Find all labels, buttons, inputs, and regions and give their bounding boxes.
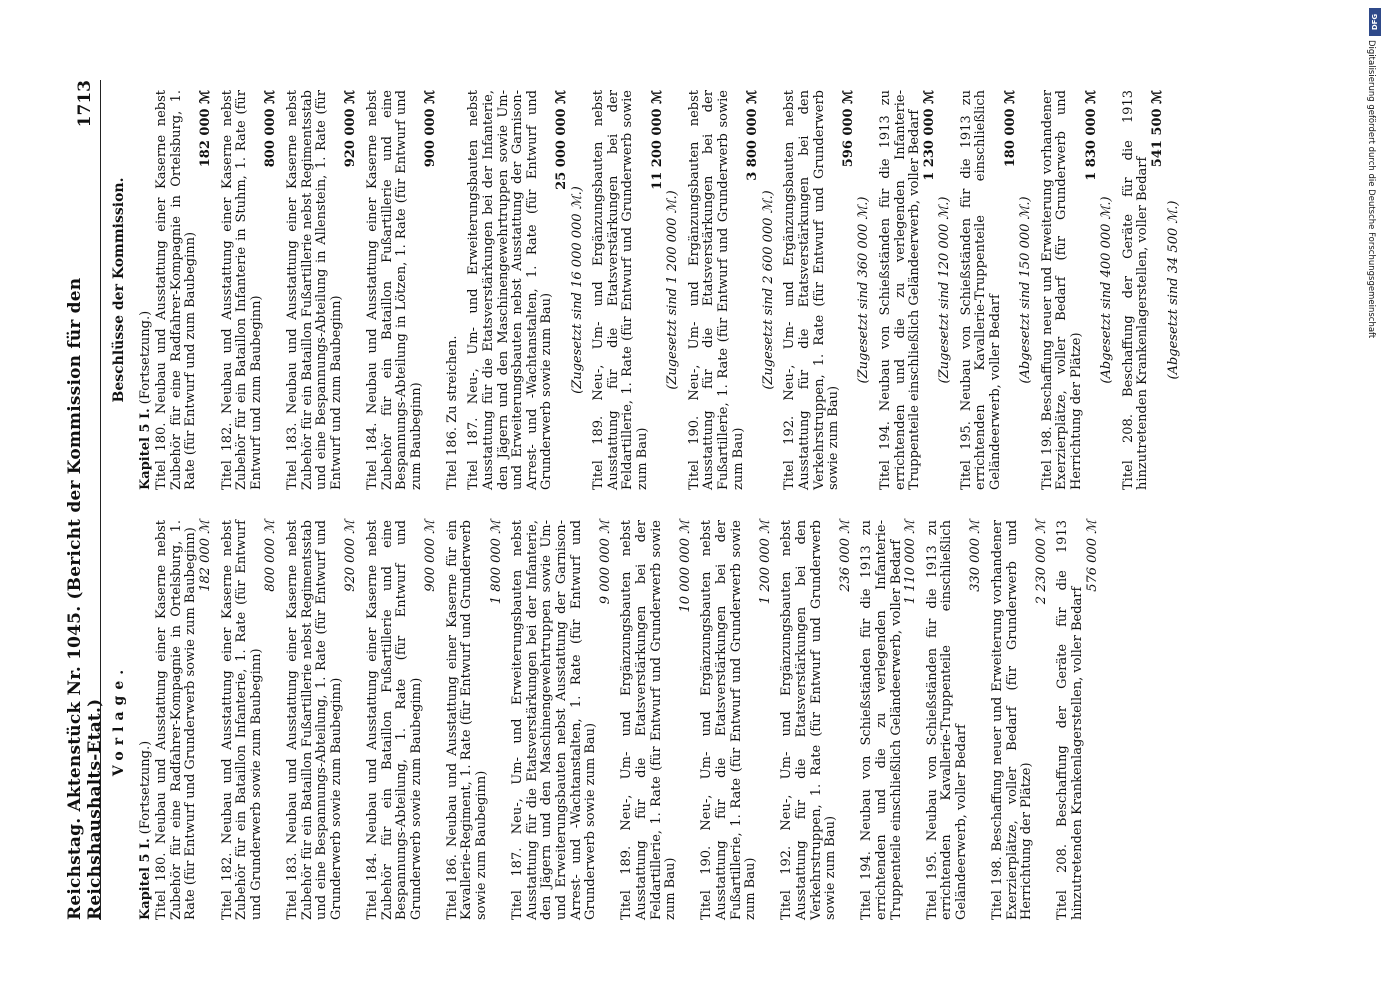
entry-text: Titel 187. Neu-, Um- und Erweiterungsbauten nebst Ausstattung für die Etatsverstärkungen bei der Infanterie, den Jägern und den Maschinengewehrtruppen sowie Um- und Erweiterungsbauten nebst Ausstattung der Garnison-Arrest- und -Wachtanstalten, 1. Rate (für Entwurf und Grunderwerb sowie zum Bau) — [510, 520, 599, 920]
entry-text: Titel 189. Neu-, Um- und Ergänzungsbauten nebst Ausstattung für die Etatsverstärkungen bei der Feldartillerie, 1. Rate (für Entwurf und Grunderwerb sowie zum Bau) — [591, 90, 650, 490]
kapitel-label: Kapitel 5 I. — [137, 838, 153, 920]
entry-note: (Zugesetzt sind 360 000 ℳ.) — [856, 196, 872, 384]
budget-entry — [620, 520, 693, 920]
entry-amount: 9 000 000 ℳ — [597, 520, 613, 605]
entry-text: Titel 180. Neubau und Ausstattung einer Kaserne nebst Zubehör für eine Radfahrer-Kompagnie in Ortelsburg, 1. Rate (für Entwurf und Grunderwerb sowie zum Baubeginn) — [154, 520, 199, 920]
entry-text: Titel 208. Beschaffung der Geräte für die 1913 hinzutretenden Krankenlagerstellen, voller Bedarf — [1120, 90, 1151, 490]
entry-amount: 236 000 ℳ — [837, 520, 853, 592]
entry-text: Titel 186. Zu streichen. — [444, 335, 460, 490]
entry-text: Titel 208. Beschaffung der Geräte für die 1913 hinzutretenden Krankenlagerstellen, voller Bedarf — [1055, 520, 1086, 920]
entry-text: Titel 183. Neubau und Ausstattung einer Kaserne nebst Zubehör für ein Bataillon Fußartillerie nebst Regimentsstab und eine Bespannungs-Abteilung, 1. Rate (für Entwurf und Grunderwerb sowie zum Baubeginn) — [284, 520, 344, 920]
budget-entry — [286, 90, 359, 490]
entry-amount: 182 000 ℳ — [197, 520, 213, 592]
entry-text: Titel 182. Neubau und Ausstattung einer Kaserne nebst Zubehör für ein Bataillon Infanterie in Stuhm, 1. Rate (für Entwurf und zum Baubeginn) — [219, 90, 264, 490]
entry-amount: 1 830 000 ℳ — [1083, 90, 1099, 181]
entry-text: Titel 187. Neu-, Um- und Erweiterungsbauten nebst Ausstattung für die Etatsverstärkungen bei der Infanterie, den Jägern und den Maschinengewehrtruppen sowie Um- und Erweiterungsbauten nebst Ausstattung der Garnison-Arrest- und -Wachtanstalten, 1. Rate (für Entwurf und Grunderwerb sowie zum Bau) — [466, 90, 555, 490]
budget-entry — [960, 90, 1034, 490]
entry-text: Titel 183. Neubau und Ausstattung einer Kaserne nebst Zubehör für ein Bataillon Fußartillerie nebst Regimentsstab und eine Bespannungs-Abteilung in Allenstein, 1. Rate (für Entwurf und zum Baubeginn) — [284, 90, 344, 490]
entry-amount: 576 000 ℳ — [1084, 520, 1100, 592]
page-title: Reichstag. Aktenstück Nr. 1045. (Bericht der Kommission für den Reichshaushalts-Etat.) — [65, 277, 105, 920]
entry-list — [155, 520, 1100, 920]
budget-entry — [926, 520, 984, 920]
budget-entry — [860, 520, 918, 920]
entry-note: (Abgesetzt sind 400 000 ℳ.) — [1099, 196, 1115, 384]
entry-text: Titel 180. Neubau und Ausstattung einer Kaserne nebst Zubehör für eine Radfahrer-Kompagnie in Ortelsburg, 1. Rate (für Entwurf und zum Baubeginn) — [154, 90, 199, 490]
entry-text: Titel 198. Beschaffung neuer und Erweiterung vorhandener Exerzierplätze, voller Bedarf (für Grunderwerb und Herrichtung der Plätze) — [990, 520, 1035, 920]
entry-amount: 800 000 ℳ — [263, 520, 279, 592]
entry-amount: 1 800 000 ℳ — [488, 520, 504, 605]
entry-amount: 1 230 000 ℳ — [921, 90, 937, 181]
budget-entry — [446, 520, 504, 920]
budget-entry — [879, 90, 953, 490]
entry-amount: 3 800 000 ℳ — [745, 90, 761, 181]
continued-label: (Fortsetzung.) — [137, 740, 153, 835]
budget-entry — [286, 520, 359, 920]
entry-amount: 10 000 000 ℳ — [677, 520, 693, 613]
entry-note: (Abgesetzt sind 150 000 ℳ.) — [1018, 196, 1034, 384]
budget-entry — [221, 520, 279, 920]
entry-text: Titel 184. Neubau und Ausstattung einer Kaserne nebst Zubehör für ein Bataillon Fußartillerie und eine Bespannungs-Abteilung, 1. Rate (für Entwurf und Grunderwerb sowie zum Baubeginn) — [364, 520, 424, 920]
entry-amount: 330 000 ℳ — [968, 520, 984, 592]
budget-entry — [688, 90, 777, 490]
budget-entry — [366, 520, 439, 920]
entry-amount: 1 200 000 ℳ — [757, 520, 773, 605]
entry-text: Titel 192. Neu-, Um- und Ergänzungsbauten nebst Ausstattung für die Etatsverstärkungen bei den Verkehrstruppen, 1. Rate (für Entwurf und Grunderwerb sowie zum Bau) — [779, 520, 839, 920]
entry-text: Titel 194. Neubau von Schießständen für die 1913 zu errichtenden und die zu verlegenden Infanterie-Truppenteile einschließlich Geländeerwerb, voller Bedarf — [859, 520, 904, 920]
column-beschluesse — [111, 90, 1181, 490]
entry-amount: 182 000 ℳ — [197, 90, 213, 168]
entry-note: (Zugesetzt sind 16 000 000 ℳ.) — [569, 186, 585, 394]
budget-entry — [221, 90, 279, 490]
budget-entry — [155, 90, 213, 490]
budget-entry — [155, 520, 213, 920]
dfg-logo — [1369, 8, 1381, 36]
budget-entry — [1041, 90, 1115, 490]
page-number: 1713 — [75, 80, 95, 128]
budget-entry — [991, 520, 1049, 920]
entry-text: Titel 189. Neu-, Um- und Ergänzungsbauten nebst Ausstattung für die Etatsverstärkungen bei der Feldartillerie, 1. Rate (für Entwurf und Grunderwerb sowie zum Bau) — [619, 520, 679, 920]
column-heading: Beschlüsse der Kommission. — [111, 177, 127, 403]
entry-text: Titel 195. Neubau von Schießständen für die 1913 zu errichtenden Kavallerie-Truppenteile einschließlich Geländeerwerb, voller Bedarf — [958, 90, 1004, 490]
kapitel-line — [139, 520, 154, 920]
entry-text: Titel 182. Neubau und Ausstattung einer Kaserne nebst Zubehör für ein Bataillon Infanterie, 1. Rate (für Entwurf und Grunderwerb sowie zum Baubeginn) — [219, 520, 264, 920]
kapitel-line — [139, 90, 154, 490]
entry-amount: 900 000 ℳ — [423, 520, 439, 592]
dfg-logo-text: DFG — [1371, 13, 1379, 31]
entry-amount: 541 500 ℳ — [1150, 90, 1165, 168]
entry-text: Titel 190. Neu-, Um- und Ergänzungsbauten nebst Ausstattung für die Etatsverstärkungen bei der Fußartillerie, 1. Rate (für Entwurf und Grunderwerb sowie zum Bau) — [686, 90, 746, 490]
entry-note: (Zugesetzt sind 2 600 000 ℳ.) — [760, 190, 776, 390]
digitization-notice: Digitalisierung gefördert durch die Deutsche Forschungsgemeinschaft — [1366, 40, 1376, 339]
budget-entry — [592, 90, 681, 490]
budget-entry — [700, 520, 773, 920]
entry-amount: 2 230 000 ℳ — [1033, 520, 1049, 605]
entry-amount: 1 110 000 ℳ — [903, 520, 919, 605]
entry-text: Titel 186. Neubau und Ausstattung einer Kaserne für ein Kavallerie-Regiment, 1. Rate (für Entwurf und Grunderwerb sowie zum Baubeginn) — [444, 520, 490, 920]
budget-entry — [446, 90, 461, 490]
kapitel-label: Kapitel 5 I. — [137, 408, 153, 490]
budget-entry — [1122, 90, 1181, 490]
entry-note: (Zugesetzt sind 120 000 ℳ.) — [937, 196, 953, 384]
entry-amount: 11 200 000 ℳ — [649, 90, 665, 190]
column-heading: Vorlage. — [111, 663, 127, 777]
entry-list — [155, 90, 1181, 490]
entry-amount: 25 000 000 ℳ — [554, 90, 570, 190]
entry-note: (Zugesetzt sind 1 200 000 ℳ.) — [665, 190, 681, 390]
document-page — [65, 80, 1181, 920]
entry-text: Titel 184. Neubau und Ausstattung einer Kaserne nebst Zubehör für ein Bataillon Fußartillerie und eine Bespannungs-Abteilung in Lötzen, 1. Rate (für Entwurf und zum Baubeginn) — [364, 90, 424, 490]
entry-amount: 596 000 ℳ — [840, 90, 856, 168]
entry-amount: 180 000 ℳ — [1002, 90, 1018, 168]
continued-label: (Fortsetzung.) — [137, 310, 153, 405]
entry-amount: 920 000 ℳ — [343, 520, 359, 592]
entry-amount: 900 000 ℳ — [423, 90, 439, 168]
entry-text: Titel 195. Neubau von Schießständen für die 1913 zu errichtenden Kavallerie-Truppenteile einschließlich Geländeerwerb, voller Bedarf — [924, 520, 969, 920]
entry-amount: 800 000 ℳ — [263, 90, 279, 168]
budget-entry — [780, 520, 853, 920]
budget-entry — [467, 90, 585, 490]
column-vorlage — [111, 520, 1100, 920]
entry-note: (Abgesetzt sind 34 500 ℳ.) — [1165, 200, 1181, 380]
budget-entry — [1056, 520, 1100, 920]
entry-text: Titel 190. Neu-, Um- und Ergänzungsbauten nebst Ausstattung für die Etatsverstärkungen bei der Fußartillerie, 1. Rate (für Entwurf und Grunderwerb sowie zum Bau) — [699, 520, 759, 920]
budget-entry — [366, 90, 439, 490]
entry-text: Titel 194. Neubau von Schießständen für die 1913 zu errichtenden und die zu verlegenden Infanterie-Truppenteile einschließlich Geländeerwerb, voller Bedarf — [877, 90, 923, 490]
entry-amount: 920 000 ℳ — [343, 90, 359, 168]
budget-entry — [783, 90, 872, 490]
page-header — [65, 80, 105, 920]
budget-entry — [511, 520, 613, 920]
entry-text: Titel 192. Neu-, Um- und Ergänzungsbauten nebst Ausstattung für die Etatsverstärkungen bei den Verkehrstruppen, 1. Rate (für Entwurf und Grunderwerb sowie zum Bau) — [782, 90, 842, 490]
entry-text: Titel 198. Beschaffung neuer und Erweiterung vorhandener Exerzierplätze, voller Bedarf (für Grunderwerb und Herrichtung der Plätze) — [1039, 90, 1085, 490]
